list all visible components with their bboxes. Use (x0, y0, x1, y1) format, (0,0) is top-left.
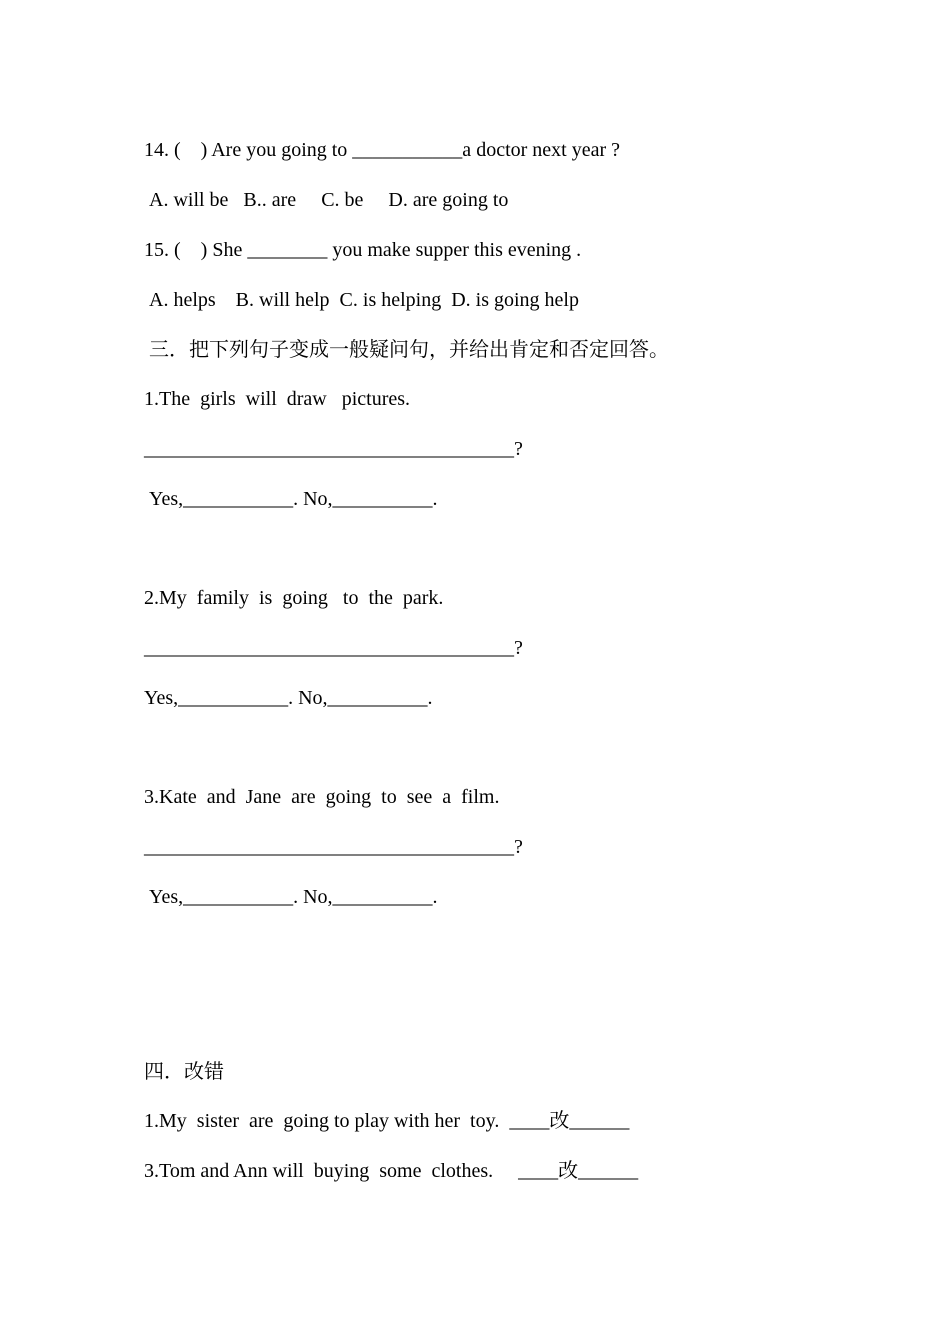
question-14: 14. ( ) Are you going to ___________a doctor next year ? (144, 139, 621, 161)
section-3-sentence-1: 1.The girls will draw pictures. (144, 388, 411, 410)
question-15: 15. ( ) She ________ you make supper this evening . (144, 239, 582, 261)
section-3-sentence-3: 3.Kate and Jane are going to see a film. (144, 786, 500, 808)
section-3-question-blank-2: _____________________________________? (144, 637, 523, 659)
section-4-heading: 四．改错 (144, 1059, 224, 1083)
section-3-answer-1: Yes,___________. No,__________. (149, 488, 438, 510)
question-14-options: A. will be B.. are C. be D. are going to (149, 189, 509, 211)
section-4-item-2: 3.Tom and Ann will buying some clothes. ____改______ (144, 1160, 639, 1182)
section-3-answer-3: Yes,___________. No,__________. (149, 886, 438, 908)
section-3-answer-2: Yes,___________. No,__________. (144, 687, 433, 709)
section-3-heading: 三．把下列句子变成一般疑问句，并给出肯定和否定回答。 (149, 337, 669, 361)
section-3-sentence-2: 2.My family is going to the park. (144, 587, 444, 609)
section-4-item-1: 1.My sister are going to play with her toy. ____改______ (144, 1110, 630, 1132)
section-3-question-blank-1: _____________________________________? (144, 438, 523, 460)
question-15-options: A. helps B. will help C. is helping D. is going help (149, 289, 579, 311)
section-3-question-blank-3: _____________________________________? (144, 836, 523, 858)
